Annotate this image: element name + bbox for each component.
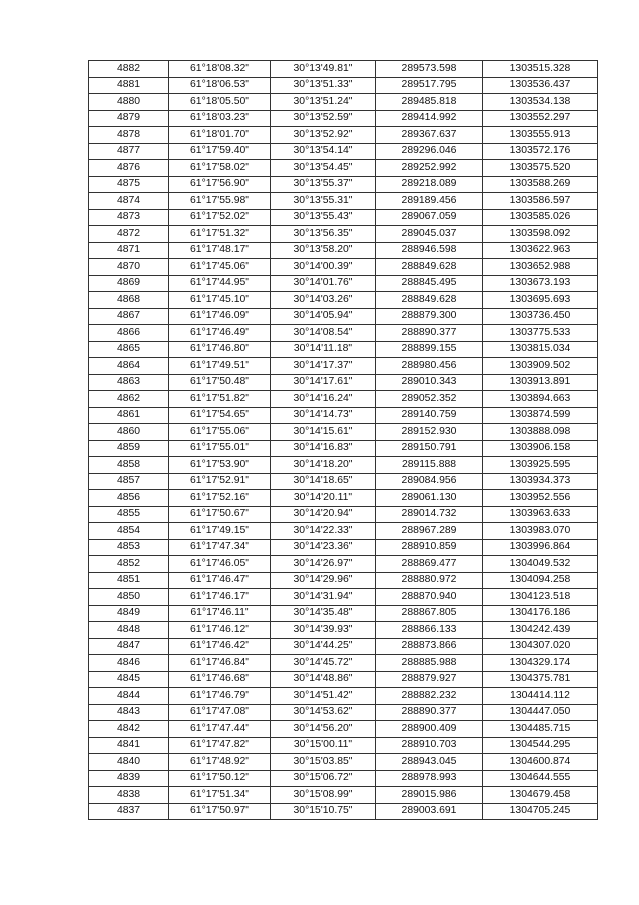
point-number-cell: 4877 <box>89 143 169 160</box>
latitude-cell: 61°17'55.98" <box>169 193 271 210</box>
x-coordinate-cell: 288980.456 <box>376 358 483 375</box>
table-row <box>89 259 598 276</box>
table-row <box>89 292 598 309</box>
point-number-cell: 4869 <box>89 275 169 292</box>
y-coordinate-cell: 1303586.597 <box>483 193 598 210</box>
point-number-cell: 4848 <box>89 622 169 639</box>
y-coordinate-cell: 1303815.034 <box>483 341 598 358</box>
y-coordinate-cell: 1303622.963 <box>483 242 598 259</box>
y-coordinate-cell: 1304644.555 <box>483 770 598 787</box>
y-coordinate-cell: 1303934.373 <box>483 473 598 490</box>
y-coordinate-cell: 1303585.026 <box>483 209 598 226</box>
x-coordinate-cell: 288943.045 <box>376 754 483 771</box>
x-coordinate-cell: 289115.888 <box>376 457 483 474</box>
y-coordinate-cell: 1303552.297 <box>483 110 598 127</box>
y-coordinate-cell: 1303906.158 <box>483 440 598 457</box>
latitude-cell: 61°17'51.34" <box>169 787 271 804</box>
x-coordinate-cell: 289367.637 <box>376 127 483 144</box>
point-number-cell: 4875 <box>89 176 169 193</box>
table-row <box>89 143 598 160</box>
latitude-cell: 61°18'06.53" <box>169 77 271 94</box>
x-coordinate-cell: 288867.805 <box>376 605 483 622</box>
table-row <box>89 754 598 771</box>
x-coordinate-cell: 288910.703 <box>376 737 483 754</box>
latitude-cell: 61°17'46.42" <box>169 638 271 655</box>
latitude-cell: 61°17'46.05" <box>169 556 271 573</box>
longitude-cell: 30°14'17.61" <box>271 374 376 391</box>
x-coordinate-cell: 288890.377 <box>376 325 483 342</box>
y-coordinate-cell: 1303555.913 <box>483 127 598 144</box>
latitude-cell: 61°17'46.49" <box>169 325 271 342</box>
point-number-cell: 4860 <box>89 424 169 441</box>
table-row <box>89 127 598 144</box>
longitude-cell: 30°13'51.33" <box>271 77 376 94</box>
latitude-cell: 61°17'52.16" <box>169 490 271 507</box>
point-number-cell: 4846 <box>89 655 169 672</box>
x-coordinate-cell: 289296.046 <box>376 143 483 160</box>
latitude-cell: 61°17'55.01" <box>169 440 271 457</box>
x-coordinate-cell: 288882.232 <box>376 688 483 705</box>
longitude-cell: 30°14'48.86" <box>271 671 376 688</box>
table-row <box>89 622 598 639</box>
x-coordinate-cell: 288869.477 <box>376 556 483 573</box>
y-coordinate-cell: 1303736.450 <box>483 308 598 325</box>
table-row <box>89 226 598 243</box>
latitude-cell: 61°17'47.34" <box>169 539 271 556</box>
table-row <box>89 688 598 705</box>
longitude-cell: 30°14'01.76" <box>271 275 376 292</box>
longitude-cell: 30°13'52.59" <box>271 110 376 127</box>
x-coordinate-cell: 288890.377 <box>376 704 483 721</box>
latitude-cell: 61°17'46.84" <box>169 655 271 672</box>
x-coordinate-cell: 289084.956 <box>376 473 483 490</box>
latitude-cell: 61°17'46.09" <box>169 308 271 325</box>
latitude-cell: 61°17'53.90" <box>169 457 271 474</box>
point-number-cell: 4880 <box>89 94 169 111</box>
longitude-cell: 30°14'31.94" <box>271 589 376 606</box>
table-row <box>89 605 598 622</box>
point-number-cell: 4862 <box>89 391 169 408</box>
point-number-cell: 4854 <box>89 523 169 540</box>
longitude-cell: 30°14'03.26" <box>271 292 376 309</box>
latitude-cell: 61°17'46.80" <box>169 341 271 358</box>
latitude-cell: 61°17'54.65" <box>169 407 271 424</box>
y-coordinate-cell: 1303588.269 <box>483 176 598 193</box>
point-number-cell: 4878 <box>89 127 169 144</box>
longitude-cell: 30°15'06.72" <box>271 770 376 787</box>
longitude-cell: 30°15'03.85" <box>271 754 376 771</box>
point-number-cell: 4837 <box>89 803 169 820</box>
latitude-cell: 61°17'51.32" <box>169 226 271 243</box>
table-row <box>89 490 598 507</box>
point-number-cell: 4852 <box>89 556 169 573</box>
latitude-cell: 61°17'55.06" <box>169 424 271 441</box>
point-number-cell: 4867 <box>89 308 169 325</box>
table-row <box>89 176 598 193</box>
longitude-cell: 30°13'51.24" <box>271 94 376 111</box>
point-number-cell: 4851 <box>89 572 169 589</box>
x-coordinate-cell: 289152.930 <box>376 424 483 441</box>
x-coordinate-cell: 289010.343 <box>376 374 483 391</box>
table-row <box>89 94 598 111</box>
longitude-cell: 30°14'00.39" <box>271 259 376 276</box>
point-number-cell: 4865 <box>89 341 169 358</box>
latitude-cell: 61°17'48.92" <box>169 754 271 771</box>
point-number-cell: 4870 <box>89 259 169 276</box>
longitude-cell: 30°14'16.24" <box>271 391 376 408</box>
point-number-cell: 4856 <box>89 490 169 507</box>
x-coordinate-cell: 289485.818 <box>376 94 483 111</box>
table-row <box>89 704 598 721</box>
point-number-cell: 4843 <box>89 704 169 721</box>
point-number-cell: 4863 <box>89 374 169 391</box>
longitude-cell: 30°13'49.81" <box>271 61 376 78</box>
y-coordinate-cell: 1303695.693 <box>483 292 598 309</box>
latitude-cell: 61°17'49.15" <box>169 523 271 540</box>
y-coordinate-cell: 1303575.520 <box>483 160 598 177</box>
table-row <box>89 374 598 391</box>
longitude-cell: 30°13'52.92" <box>271 127 376 144</box>
longitude-cell: 30°14'14.73" <box>271 407 376 424</box>
point-number-cell: 4844 <box>89 688 169 705</box>
longitude-cell: 30°15'10.75" <box>271 803 376 820</box>
latitude-cell: 61°17'56.90" <box>169 176 271 193</box>
y-coordinate-cell: 1303909.502 <box>483 358 598 375</box>
x-coordinate-cell: 288845.495 <box>376 275 483 292</box>
y-coordinate-cell: 1304447.050 <box>483 704 598 721</box>
latitude-cell: 61°17'50.48" <box>169 374 271 391</box>
x-coordinate-cell: 288900.409 <box>376 721 483 738</box>
latitude-cell: 61°17'46.47" <box>169 572 271 589</box>
y-coordinate-cell: 1304600.874 <box>483 754 598 771</box>
latitude-cell: 61°17'50.67" <box>169 506 271 523</box>
point-number-cell: 4881 <box>89 77 169 94</box>
point-number-cell: 4872 <box>89 226 169 243</box>
x-coordinate-cell: 289061.130 <box>376 490 483 507</box>
coordinates-table-body <box>89 61 598 820</box>
x-coordinate-cell: 289140.759 <box>376 407 483 424</box>
x-coordinate-cell: 289150.791 <box>376 440 483 457</box>
longitude-cell: 30°13'55.43" <box>271 209 376 226</box>
y-coordinate-cell: 1303515.328 <box>483 61 598 78</box>
x-coordinate-cell: 288967.289 <box>376 523 483 540</box>
latitude-cell: 61°17'50.12" <box>169 770 271 787</box>
point-number-cell: 4876 <box>89 160 169 177</box>
latitude-cell: 61°17'46.68" <box>169 671 271 688</box>
point-number-cell: 4839 <box>89 770 169 787</box>
x-coordinate-cell: 288849.628 <box>376 292 483 309</box>
latitude-cell: 61°17'47.82" <box>169 737 271 754</box>
longitude-cell: 30°14'35.48" <box>271 605 376 622</box>
point-number-cell: 4868 <box>89 292 169 309</box>
y-coordinate-cell: 1303598.092 <box>483 226 598 243</box>
point-number-cell: 4841 <box>89 737 169 754</box>
y-coordinate-cell: 1303572.176 <box>483 143 598 160</box>
latitude-cell: 61°17'48.17" <box>169 242 271 259</box>
y-coordinate-cell: 1303775.533 <box>483 325 598 342</box>
point-number-cell: 4855 <box>89 506 169 523</box>
table-row <box>89 193 598 210</box>
longitude-cell: 30°13'58.20" <box>271 242 376 259</box>
latitude-cell: 61°18'03.23" <box>169 110 271 127</box>
longitude-cell: 30°14'17.37" <box>271 358 376 375</box>
point-number-cell: 4882 <box>89 61 169 78</box>
longitude-cell: 30°14'20.94" <box>271 506 376 523</box>
point-number-cell: 4858 <box>89 457 169 474</box>
latitude-cell: 61°17'45.06" <box>169 259 271 276</box>
x-coordinate-cell: 289003.691 <box>376 803 483 820</box>
table-row <box>89 358 598 375</box>
latitude-cell: 61°17'46.11" <box>169 605 271 622</box>
y-coordinate-cell: 1303925.595 <box>483 457 598 474</box>
longitude-cell: 30°14'20.11" <box>271 490 376 507</box>
latitude-cell: 61°17'49.51" <box>169 358 271 375</box>
table-row <box>89 803 598 820</box>
longitude-cell: 30°14'22.33" <box>271 523 376 540</box>
x-coordinate-cell: 289067.059 <box>376 209 483 226</box>
longitude-cell: 30°14'26.97" <box>271 556 376 573</box>
y-coordinate-cell: 1304123.518 <box>483 589 598 606</box>
x-coordinate-cell: 288910.859 <box>376 539 483 556</box>
table-row <box>89 638 598 655</box>
y-coordinate-cell: 1304242.439 <box>483 622 598 639</box>
table-row <box>89 341 598 358</box>
table-row <box>89 308 598 325</box>
longitude-cell: 30°13'56.35" <box>271 226 376 243</box>
table-row <box>89 407 598 424</box>
longitude-cell: 30°14'29.96" <box>271 572 376 589</box>
y-coordinate-cell: 1304375.781 <box>483 671 598 688</box>
latitude-cell: 61°17'52.02" <box>169 209 271 226</box>
x-coordinate-cell: 288899.155 <box>376 341 483 358</box>
longitude-cell: 30°14'39.93" <box>271 622 376 639</box>
longitude-cell: 30°14'51.42" <box>271 688 376 705</box>
y-coordinate-cell: 1303983.070 <box>483 523 598 540</box>
point-number-cell: 4873 <box>89 209 169 226</box>
y-coordinate-cell: 1303996.864 <box>483 539 598 556</box>
y-coordinate-cell: 1303952.556 <box>483 490 598 507</box>
longitude-cell: 30°14'56.20" <box>271 721 376 738</box>
longitude-cell: 30°14'08.54" <box>271 325 376 342</box>
table-row <box>89 457 598 474</box>
latitude-cell: 61°17'58.02" <box>169 160 271 177</box>
point-number-cell: 4845 <box>89 671 169 688</box>
y-coordinate-cell: 1304414.112 <box>483 688 598 705</box>
longitude-cell: 30°13'55.37" <box>271 176 376 193</box>
latitude-cell: 61°17'50.97" <box>169 803 271 820</box>
table-row <box>89 424 598 441</box>
x-coordinate-cell: 288978.993 <box>376 770 483 787</box>
longitude-cell: 30°14'15.61" <box>271 424 376 441</box>
y-coordinate-cell: 1304307.020 <box>483 638 598 655</box>
x-coordinate-cell: 288946.598 <box>376 242 483 259</box>
x-coordinate-cell: 288879.300 <box>376 308 483 325</box>
y-coordinate-cell: 1304544.295 <box>483 737 598 754</box>
y-coordinate-cell: 1303894.663 <box>483 391 598 408</box>
latitude-cell: 61°17'45.10" <box>169 292 271 309</box>
longitude-cell: 30°14'18.20" <box>271 457 376 474</box>
y-coordinate-cell: 1303888.098 <box>483 424 598 441</box>
x-coordinate-cell: 288873.866 <box>376 638 483 655</box>
table-row <box>89 160 598 177</box>
longitude-cell: 30°14'45.72" <box>271 655 376 672</box>
y-coordinate-cell: 1304094.258 <box>483 572 598 589</box>
longitude-cell: 30°13'55.31" <box>271 193 376 210</box>
longitude-cell: 30°13'54.14" <box>271 143 376 160</box>
point-number-cell: 4842 <box>89 721 169 738</box>
y-coordinate-cell: 1304049.532 <box>483 556 598 573</box>
latitude-cell: 61°18'08.32" <box>169 61 271 78</box>
longitude-cell: 30°15'08.99" <box>271 787 376 804</box>
table-row <box>89 61 598 78</box>
y-coordinate-cell: 1303534.138 <box>483 94 598 111</box>
point-number-cell: 4850 <box>89 589 169 606</box>
longitude-cell: 30°14'16.83" <box>271 440 376 457</box>
longitude-cell: 30°14'05.94" <box>271 308 376 325</box>
point-number-cell: 4874 <box>89 193 169 210</box>
x-coordinate-cell: 289252.992 <box>376 160 483 177</box>
latitude-cell: 61°17'52.91" <box>169 473 271 490</box>
x-coordinate-cell: 289014.732 <box>376 506 483 523</box>
x-coordinate-cell: 288880.972 <box>376 572 483 589</box>
x-coordinate-cell: 289517.795 <box>376 77 483 94</box>
point-number-cell: 4861 <box>89 407 169 424</box>
longitude-cell: 30°14'11.18" <box>271 341 376 358</box>
y-coordinate-cell: 1303963.633 <box>483 506 598 523</box>
table-row <box>89 275 598 292</box>
latitude-cell: 61°17'44.95" <box>169 275 271 292</box>
latitude-cell: 61°17'59.40" <box>169 143 271 160</box>
table-row <box>89 325 598 342</box>
x-coordinate-cell: 288866.133 <box>376 622 483 639</box>
table-row <box>89 721 598 738</box>
latitude-cell: 61°17'46.17" <box>169 589 271 606</box>
table-row <box>89 655 598 672</box>
point-number-cell: 4849 <box>89 605 169 622</box>
longitude-cell: 30°14'23.36" <box>271 539 376 556</box>
table-row <box>89 572 598 589</box>
y-coordinate-cell: 1304679.458 <box>483 787 598 804</box>
x-coordinate-cell: 288879.927 <box>376 671 483 688</box>
latitude-cell: 61°17'46.79" <box>169 688 271 705</box>
y-coordinate-cell: 1304329.174 <box>483 655 598 672</box>
longitude-cell: 30°15'00.11" <box>271 737 376 754</box>
table-row <box>89 391 598 408</box>
table-row <box>89 770 598 787</box>
table-row <box>89 589 598 606</box>
x-coordinate-cell: 288849.628 <box>376 259 483 276</box>
latitude-cell: 61°17'46.12" <box>169 622 271 639</box>
x-coordinate-cell: 289015.986 <box>376 787 483 804</box>
x-coordinate-cell: 289573.598 <box>376 61 483 78</box>
point-number-cell: 4853 <box>89 539 169 556</box>
longitude-cell: 30°13'54.45" <box>271 160 376 177</box>
x-coordinate-cell: 289045.037 <box>376 226 483 243</box>
x-coordinate-cell: 288870.940 <box>376 589 483 606</box>
table-row <box>89 523 598 540</box>
point-number-cell: 4864 <box>89 358 169 375</box>
coordinates-table <box>88 60 598 820</box>
latitude-cell: 61°17'51.82" <box>169 391 271 408</box>
latitude-cell: 61°18'01.70" <box>169 127 271 144</box>
table-row <box>89 737 598 754</box>
y-coordinate-cell: 1303673.193 <box>483 275 598 292</box>
y-coordinate-cell: 1304176.186 <box>483 605 598 622</box>
y-coordinate-cell: 1304705.245 <box>483 803 598 820</box>
latitude-cell: 61°17'47.44" <box>169 721 271 738</box>
point-number-cell: 4838 <box>89 787 169 804</box>
table-row <box>89 671 598 688</box>
table-row <box>89 77 598 94</box>
table-row <box>89 787 598 804</box>
longitude-cell: 30°14'18.65" <box>271 473 376 490</box>
point-number-cell: 4857 <box>89 473 169 490</box>
y-coordinate-cell: 1303874.599 <box>483 407 598 424</box>
y-coordinate-cell: 1303913.891 <box>483 374 598 391</box>
longitude-cell: 30°14'44.25" <box>271 638 376 655</box>
x-coordinate-cell: 289218.089 <box>376 176 483 193</box>
longitude-cell: 30°14'53.62" <box>271 704 376 721</box>
x-coordinate-cell: 288885.988 <box>376 655 483 672</box>
table-row <box>89 506 598 523</box>
y-coordinate-cell: 1303652.988 <box>483 259 598 276</box>
point-number-cell: 4840 <box>89 754 169 771</box>
table-row <box>89 556 598 573</box>
y-coordinate-cell: 1303536.437 <box>483 77 598 94</box>
latitude-cell: 61°17'47.08" <box>169 704 271 721</box>
table-row <box>89 473 598 490</box>
latitude-cell: 61°18'05.50" <box>169 94 271 111</box>
point-number-cell: 4847 <box>89 638 169 655</box>
table-row <box>89 440 598 457</box>
point-number-cell: 4859 <box>89 440 169 457</box>
point-number-cell: 4866 <box>89 325 169 342</box>
table-row <box>89 539 598 556</box>
point-number-cell: 4871 <box>89 242 169 259</box>
x-coordinate-cell: 289414.992 <box>376 110 483 127</box>
x-coordinate-cell: 289189.456 <box>376 193 483 210</box>
x-coordinate-cell: 289052.352 <box>376 391 483 408</box>
table-row <box>89 242 598 259</box>
y-coordinate-cell: 1304485.715 <box>483 721 598 738</box>
point-number-cell: 4879 <box>89 110 169 127</box>
table-row <box>89 110 598 127</box>
table-row <box>89 209 598 226</box>
